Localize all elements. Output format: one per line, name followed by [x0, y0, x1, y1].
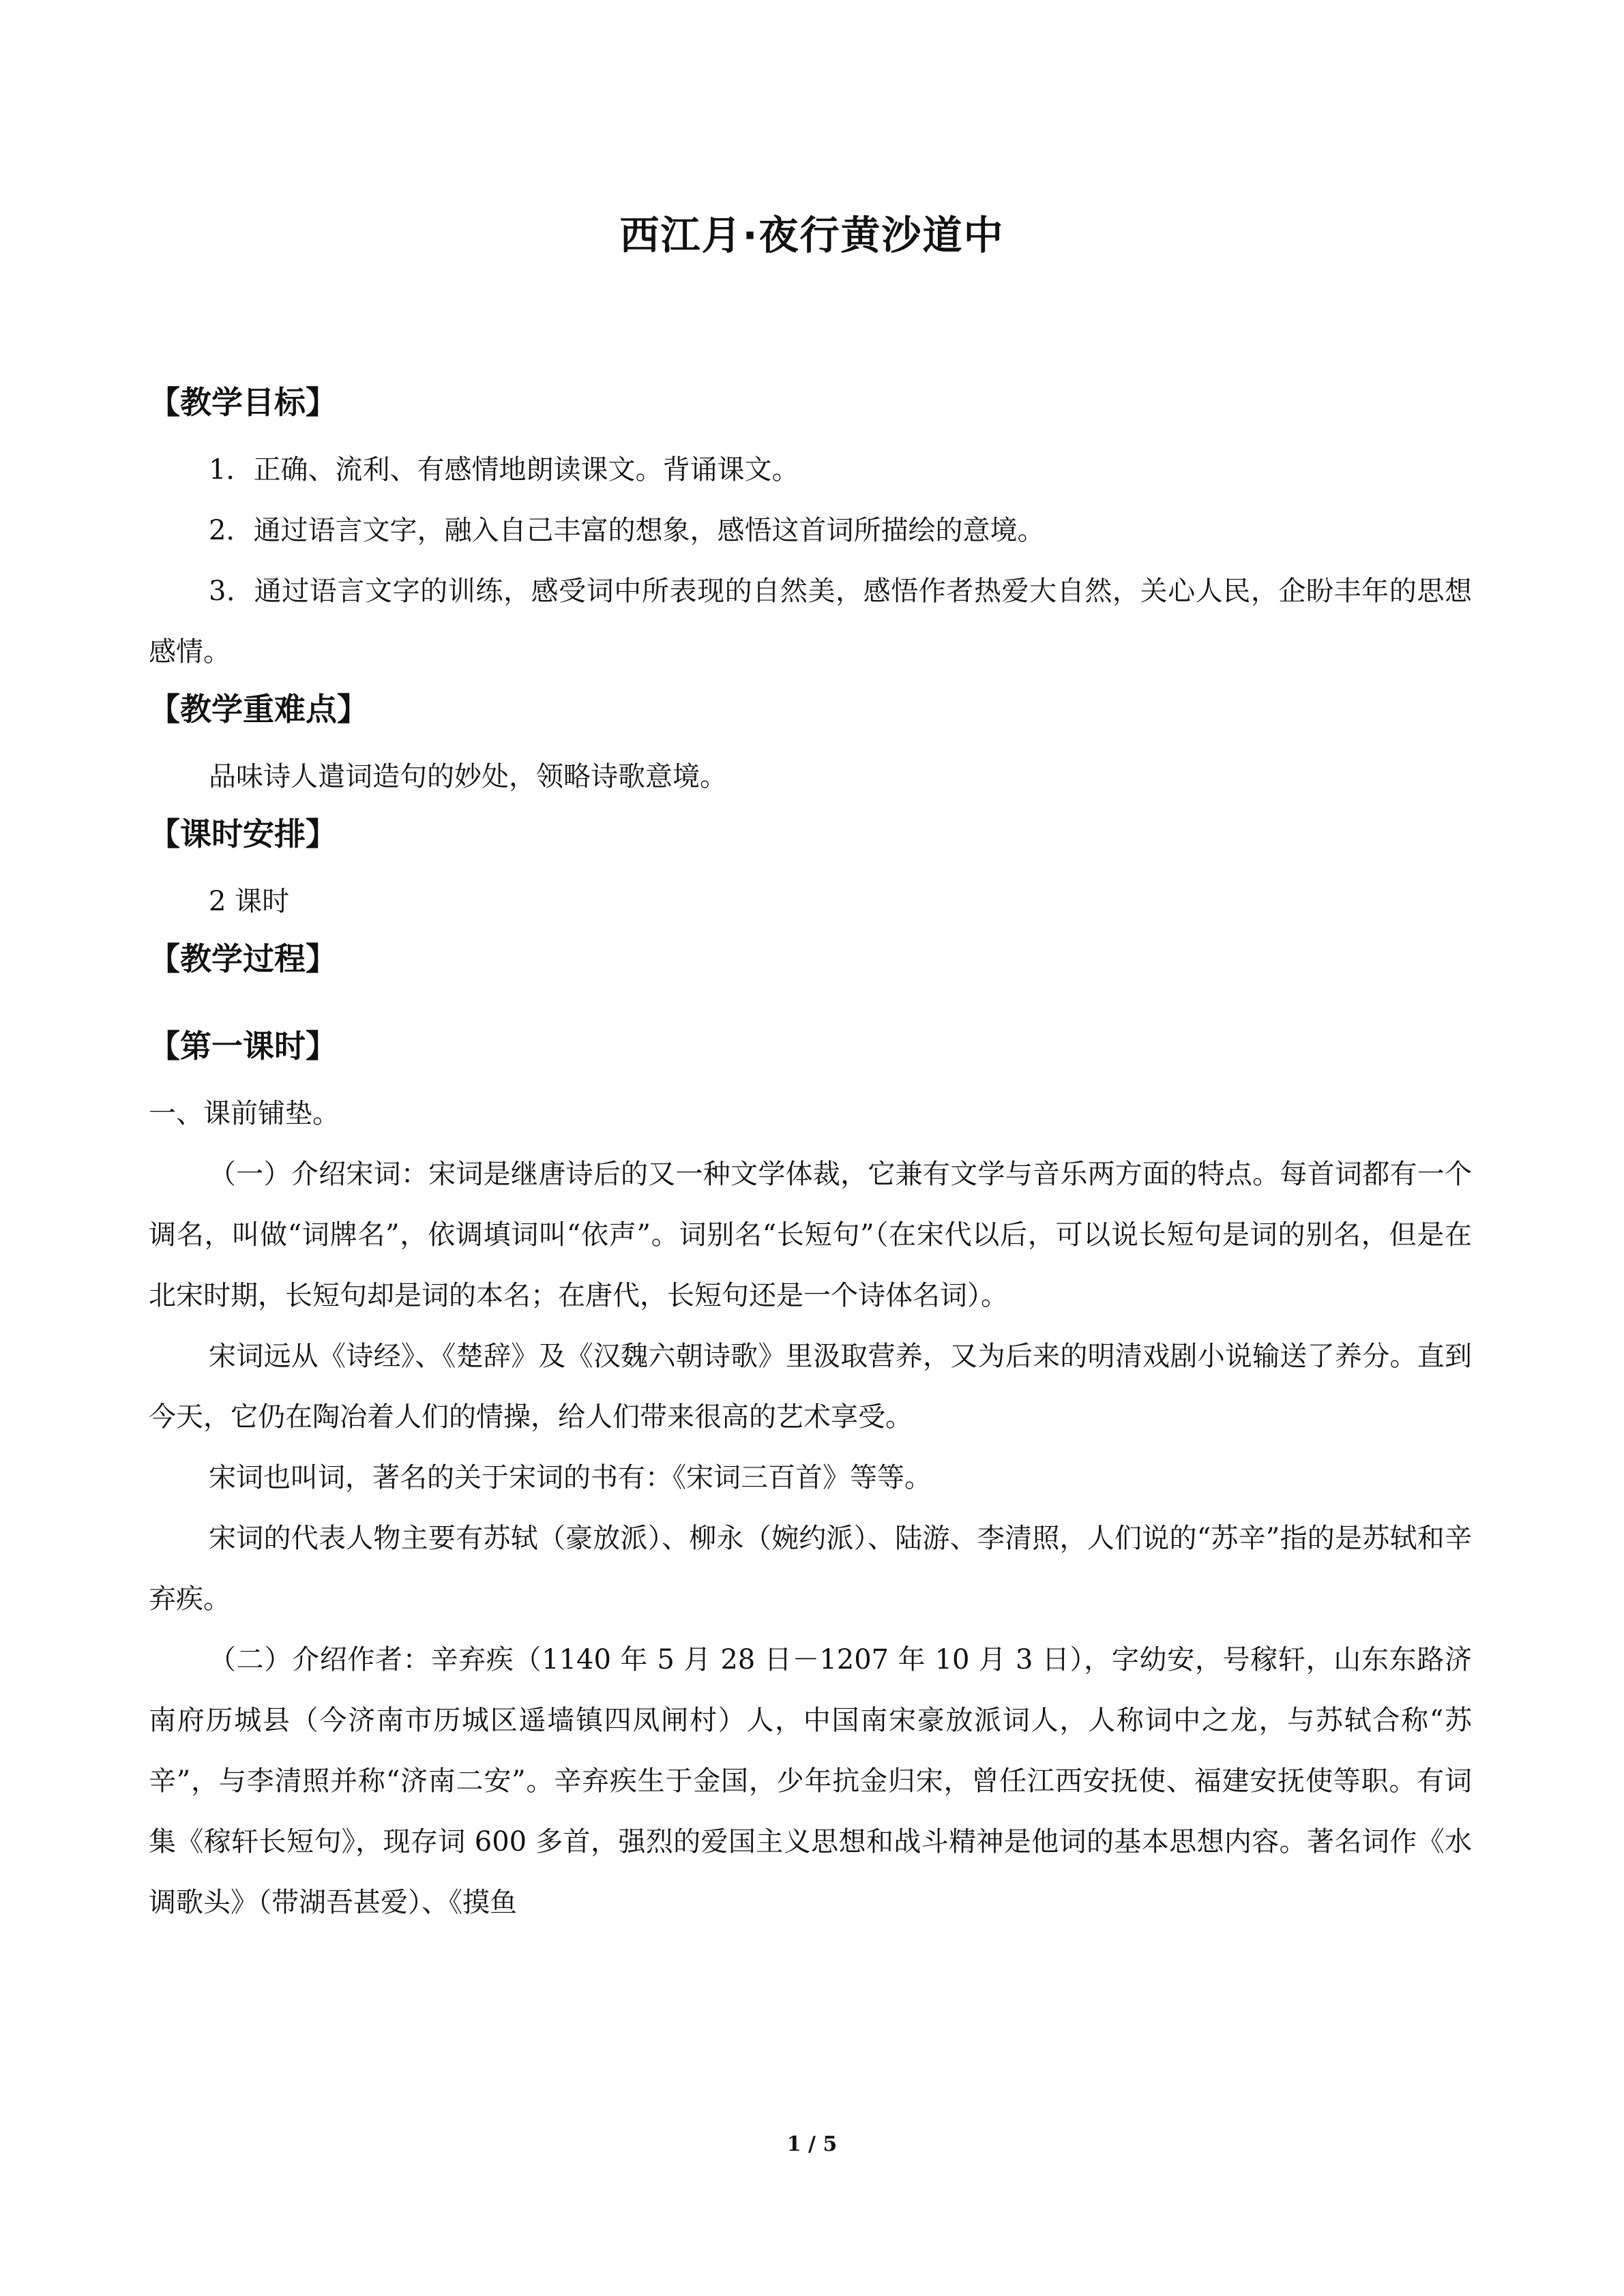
body-paragraph: （一）介绍宋词：宋词是继唐诗后的又一种文学体裁，它兼有文学与音乐两方面的特点。每首词都有一个调名，叫做“词牌名”，依调填词叫“依声”。词别名“长短句”（在宋代以后，可以说长短句是词的别名，但是在北宋时期，长短句却是词的本名；在唐代，长短句还是一个诗体名词）。 [149, 1159, 1472, 1311]
process-heading: 【教学过程】 [149, 940, 337, 977]
body-paragraph: （二）介绍作者：辛弃疾（1140 年 5 月 28 日－1207 年 10 月 3 日），字幼安，号稼轩，山东东路济南府历城县（今济南市历城区遥墙镇四凤闸村）人，中国南宋豪放派词人，人称词中之龙，与苏轼合称“苏辛”，与李清照并称“济南二安”。辛弃疾生于金国，少年抗金归宋，曾任江西安抚使、福建安抚使等职。有词集《稼轩长短句》，现存词 600 多首，强烈的爱国主义思想和战斗精神是他词的基本思想内容。著名词作《水调歌头》（带湖吾甚爱）、《摸鱼 [149, 1644, 1472, 1918]
key-points-text: 品味诗人遣词造句的妙处，领略诗歌意境。 [209, 761, 727, 792]
page-number: 1 / 5 [786, 2132, 838, 2156]
schedule-text: 2 课时 [209, 886, 290, 917]
body-paragraph: 宋词的代表人物主要有苏轼（豪放派）、柳永（婉约派）、陆游、李清照，人们说的“苏辛”指的是苏轼和辛弃疾。 [149, 1523, 1472, 1615]
key-points-heading: 【教学重难点】 [149, 691, 368, 728]
schedule-heading: 【课时安排】 [149, 816, 337, 852]
body-paragraph: 宋词远从《诗经》、《楚辞》及《汉魏六朝诗歌》里汲取营养，又为后来的明清戏剧小说输送了养分。直到今天，它仍在陶冶着人们的情操，给人们带来很高的艺术享受。 [149, 1341, 1472, 1433]
goal-item: 1．正确、流利、有感情地朗读课文。背诵课文。 [209, 454, 799, 486]
goals-heading: 【教学目标】 [149, 384, 337, 421]
lesson1-heading: 【第一课时】 [149, 1028, 337, 1064]
goal-item: 3．通过语言文字的训练，感受词中所表现的自然美，感悟作者热爱大自然，关心人民，企盼丰年的思想感情。 [149, 576, 1472, 668]
goal-item: 2．通过语言文字，融入自己丰富的想象，感悟这首词所描绘的意境。 [209, 515, 1045, 546]
step1-text: 一、课前铺垫。 [149, 1098, 340, 1129]
document-title: 西江月·夜行黄沙道中 [619, 212, 1005, 258]
body-paragraph: 宋词也叫词，著名的关于宋词的书有：《宋词三百首》等等。 [209, 1462, 932, 1493]
document-body [149, 378, 1472, 1933]
